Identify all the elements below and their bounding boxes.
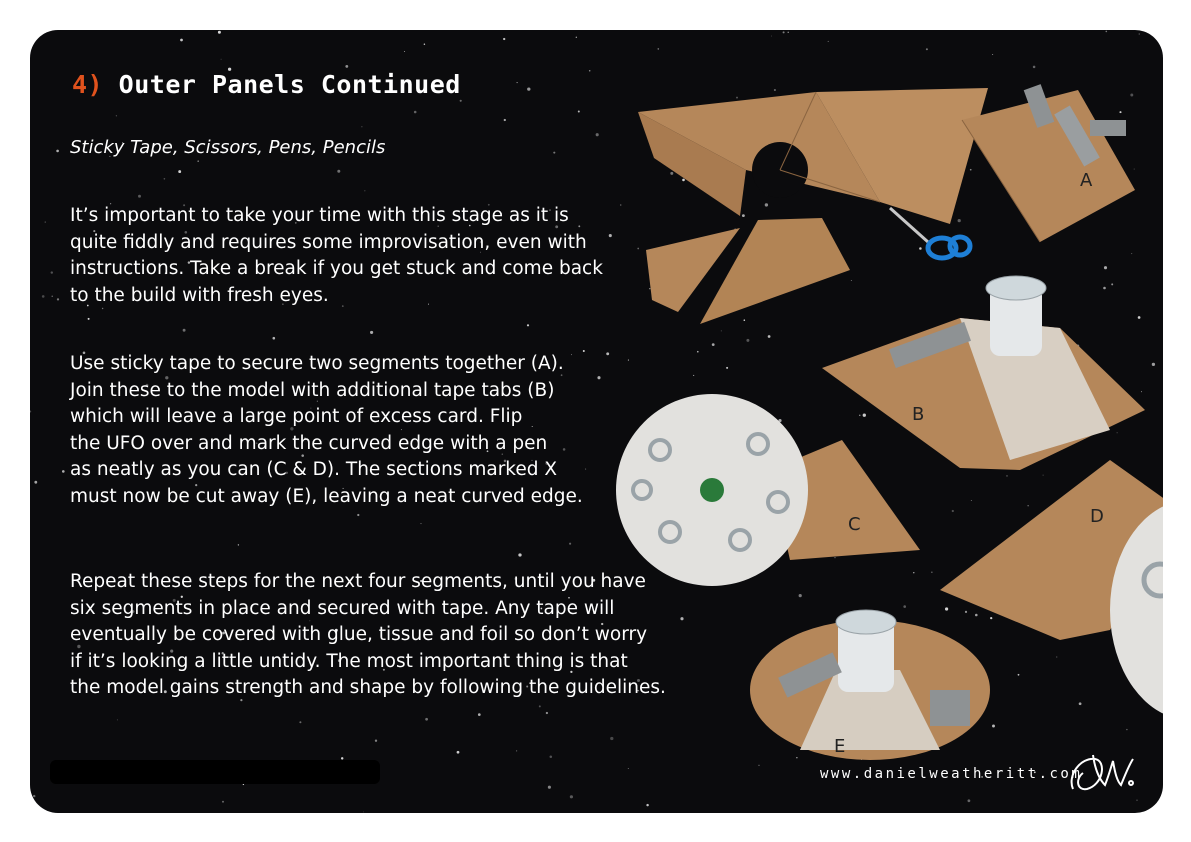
materials-list: Sticky Tape, Scissors, Pens, Pencils [70, 137, 386, 158]
text-line: if it’s looking a little untidy. The most important thing is that [70, 650, 628, 672]
text-line: six segments in place and secured with tape. Any tape will [70, 597, 615, 619]
text-line: to the build with fresh eyes. [70, 284, 329, 306]
text-line: It’s important to take your time with this stage as it is [70, 205, 569, 226]
star-dot [178, 170, 181, 173]
star-dot [364, 190, 365, 191]
star-dot [345, 65, 348, 68]
star-dot [548, 786, 551, 789]
star-dot [783, 31, 785, 33]
text-line: which will leave a large point of excess card. Flip [70, 406, 523, 427]
star-dot [375, 740, 377, 742]
star-dot [34, 481, 37, 484]
photo-b-cone [822, 276, 1145, 470]
star-dot [788, 32, 789, 33]
star-dot [478, 713, 481, 716]
star-dot [553, 152, 555, 154]
text-line: as neatly as you can (C & D). The sections marked X [70, 459, 558, 480]
star-dot [828, 41, 829, 42]
star-dot [51, 271, 53, 273]
star-dot [420, 523, 421, 524]
star-dot [570, 795, 573, 798]
photo-c-underside [616, 394, 920, 586]
text-line: eventually be covered with glue, tissue and foil so don’t worry [70, 624, 648, 645]
star-dot [238, 544, 239, 545]
star-dot [88, 318, 90, 320]
star-dot [425, 718, 428, 721]
template-photo [638, 88, 988, 324]
star-dot [583, 350, 585, 352]
star-dot [968, 799, 971, 802]
photo-a-segments [962, 84, 1135, 242]
star-dot [539, 705, 541, 707]
instruction-card [30, 30, 1163, 813]
text-line: Repeat these steps for the next four segments, until you have [70, 571, 646, 592]
photo-collage [590, 50, 1163, 790]
star-dot [42, 295, 45, 298]
star-dot [460, 100, 462, 102]
star-dot [62, 470, 65, 473]
photo-label-c: C [848, 514, 861, 535]
star-dot [221, 59, 222, 60]
signature-logo-icon [1063, 745, 1143, 800]
star-dot [337, 170, 340, 173]
text-line: instructions. Take a break if you get stuck and come back [70, 258, 603, 279]
star-dot [1105, 31, 1107, 33]
star-dot [414, 111, 417, 114]
step-number: 4) [72, 70, 104, 99]
star-dot [30, 411, 31, 413]
star-dot [52, 296, 53, 297]
star-dot [33, 795, 35, 797]
star-dot [1139, 33, 1140, 34]
star-dot [424, 44, 425, 45]
star-dot [516, 750, 517, 751]
star-dot [180, 39, 183, 42]
star-dot [57, 298, 59, 300]
photo-label-a: A [1080, 170, 1093, 191]
website-url: www.danielweatheritt.com [820, 766, 1083, 782]
paragraph-repeat [70, 569, 666, 702]
star-dot [646, 804, 648, 806]
star-dot [527, 87, 530, 90]
paragraph-steps [70, 351, 583, 510]
star-dot [578, 110, 580, 112]
star-dot [183, 329, 186, 332]
text-line: must now be cut away (E), leaving a neat curved edge. [70, 485, 583, 507]
redaction-bar [50, 760, 380, 784]
star-dot [222, 801, 224, 803]
star-dot [56, 150, 59, 153]
star-dot [550, 756, 553, 759]
star-dot [585, 469, 586, 470]
star-dot [116, 115, 117, 116]
star-dot [218, 31, 221, 34]
star-dot [164, 178, 166, 180]
star-dot [404, 51, 405, 52]
photo-e-cone [750, 610, 990, 760]
star-dot [273, 337, 276, 340]
step-title-text: Outer Panels Continued [118, 70, 461, 99]
star-dot [370, 331, 373, 334]
star-dot [357, 514, 359, 516]
star-dot [518, 553, 521, 556]
star-dot [503, 38, 505, 40]
star-dot [117, 719, 118, 720]
photo-label-e: E [834, 736, 846, 757]
text-line: the model gains strength and shape by following the guidelines. [70, 677, 666, 698]
star-dot [576, 37, 577, 38]
star-dot [299, 721, 301, 723]
text-line: Use sticky tape to secure two segments together (A). [70, 353, 564, 374]
text-line: quite fiddly and requires some improvisation, even with [70, 231, 587, 253]
paragraph-intro [70, 203, 603, 309]
step-title [72, 70, 461, 99]
star-dot [363, 811, 364, 812]
photo-label-d: D [1090, 506, 1104, 527]
star-dot [517, 82, 518, 83]
star-dot [546, 712, 548, 714]
star-dot [197, 160, 199, 162]
star-dot [504, 119, 506, 121]
star-dot [569, 543, 571, 545]
star-dot [771, 36, 772, 37]
text-line: Join these to the model with additional tape tabs (B) [70, 379, 555, 401]
star-dot [361, 126, 362, 127]
text-line: the UFO over and mark the curved edge with a pen [70, 432, 548, 454]
star-dot [457, 751, 460, 754]
photo-label-b: B [912, 404, 925, 425]
star-dot [138, 195, 141, 198]
star-dot [45, 222, 46, 223]
star-dot [527, 324, 529, 326]
